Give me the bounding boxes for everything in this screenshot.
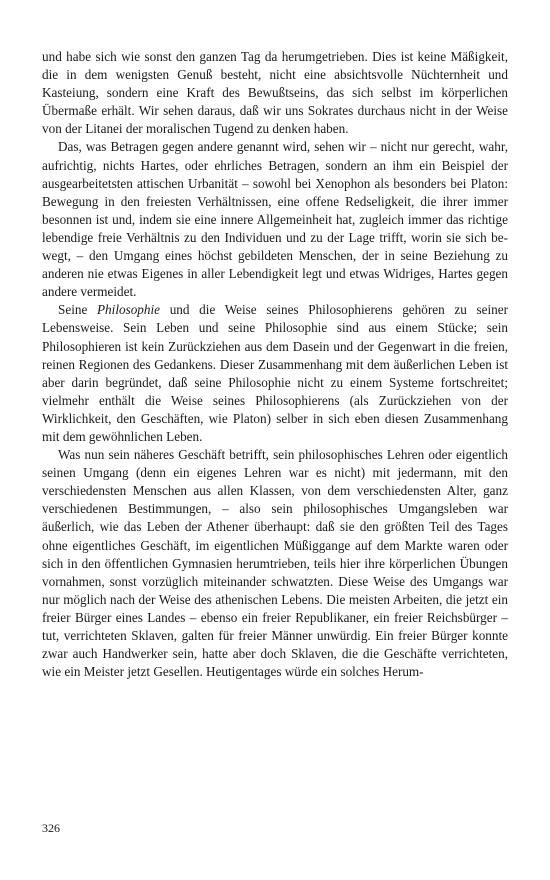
paragraph-text: Seine <box>58 302 97 318</box>
page-number: 326 <box>42 821 60 835</box>
paragraph <box>42 301 508 446</box>
paragraph <box>42 138 508 301</box>
paragraph-text: Das, was Betragen gegen andere genannt wird, sehen wir – nicht nur gerecht, wahr, aufrichtig, nichts Hartes, oder ehrliches Betragen, sondern an ihm ein Beispiel der ausgearbeitetsten attischen Urbanität – sowohl bei Xenophon als besonders bei Platon: Bewegung in den freiesten Verhältnissen, eine offene Redseligkeit, die ihrer immer besonnen ist und, indem sie eine innere Allgemeinheit hat, zugleich immer das richtige lebendige freie Verhältnis zu den Individuen und zu der Lage trifft, worin sie sich bewegt, – den Umgang eines höchst gebildeten Menschen, der in seine Beziehung zu anderen nie etwas Eigenes in aller Lebendigkeit legt und etwas Widriges, Hartes gegen andere vermeidet. <box>42 139 508 300</box>
paragraph-text: Was nun sein näheres Geschäft betrifft, sein philosophisches Lehren oder eigentlich seinen Umgang (denn ein eigenes Lehren war es nicht) mit jedermann, mit den verschiedensten Menschen aus allen Klassen, von dem verschiedensten Alter, ganz verschiedenen Bestimmungen, – also sein philosophisches Umgangsleben war äußerlich, wie das Leben der Athener überhaupt: daß sie den größten Teil des Tages ohne eigentliches Geschäft, im eigentlichen Müßiggange auf dem Markte waren oder sich in den öffentlichen Gymnasien herumtrieben, teils hier ihre körperlichen Übungen vornahmen, sonst vorzüglich miteinander schwatzten. Diese Weise des Umgangs war nur möglich nach der Weise des athenischen Lebens. Die meisten Arbeiten, die jetzt ein freier Bürger eines Landes – ebenso ein freier Republikaner, ein freier Reichsbürger – tut, verrichteten Sklaven, galten für freier Männer unwürdig. Ein freier Bürger konnte zwar auch Handwerker sein, hatte aber doch Sklaven, die die Geschäfte verrichteten, wie ein Meister jetzt Gesellen. Heutigentages würde ein solches Herum- <box>42 447 508 680</box>
paragraph <box>42 48 508 138</box>
paragraph-text: und habe sich wie sonst den ganzen Tag da herumgetrieben. Dies ist keine Mäßigkeit, die in dem wenigsten Genuß besteht, nicht eine absichtsvolle Nüchternheit und Kasteiung, sondern eine Kraft des Bewußtseins, das sich selbst im körperlichen Übermaße erhält. Wir sehen daraus, daß wir uns Sokrates durchaus nicht in der Weise von der Litanei der moralischen Tugend zu denken haben. <box>42 49 508 137</box>
paragraph <box>42 446 508 681</box>
page-body <box>42 48 508 681</box>
paragraph-text: und die Weise seines Philosophierens gehören zu seiner Lebensweise. Sein Leben und seine Philosophie sind aus einem Stücke; sein Philosophieren ist kein Zurückziehen aus dem Dasein und der Gegenwart in die freien, reinen Regionen des Gedankens. Dieser Zusammenhang mit dem äußerlichen Leben ist aber darin begründet, daß seine Philosophie nicht zu einem Systeme fortschreitet; vielmehr enthält die Weise seines Philosophierens (als Zurückziehen von der Wirklichkeit, den Geschäften, wie Platon) selber in sich eben diesen Zusammenhang mit dem gewöhnlichen Leben. <box>42 302 508 444</box>
emphasized-term: Philosophie <box>97 302 161 318</box>
